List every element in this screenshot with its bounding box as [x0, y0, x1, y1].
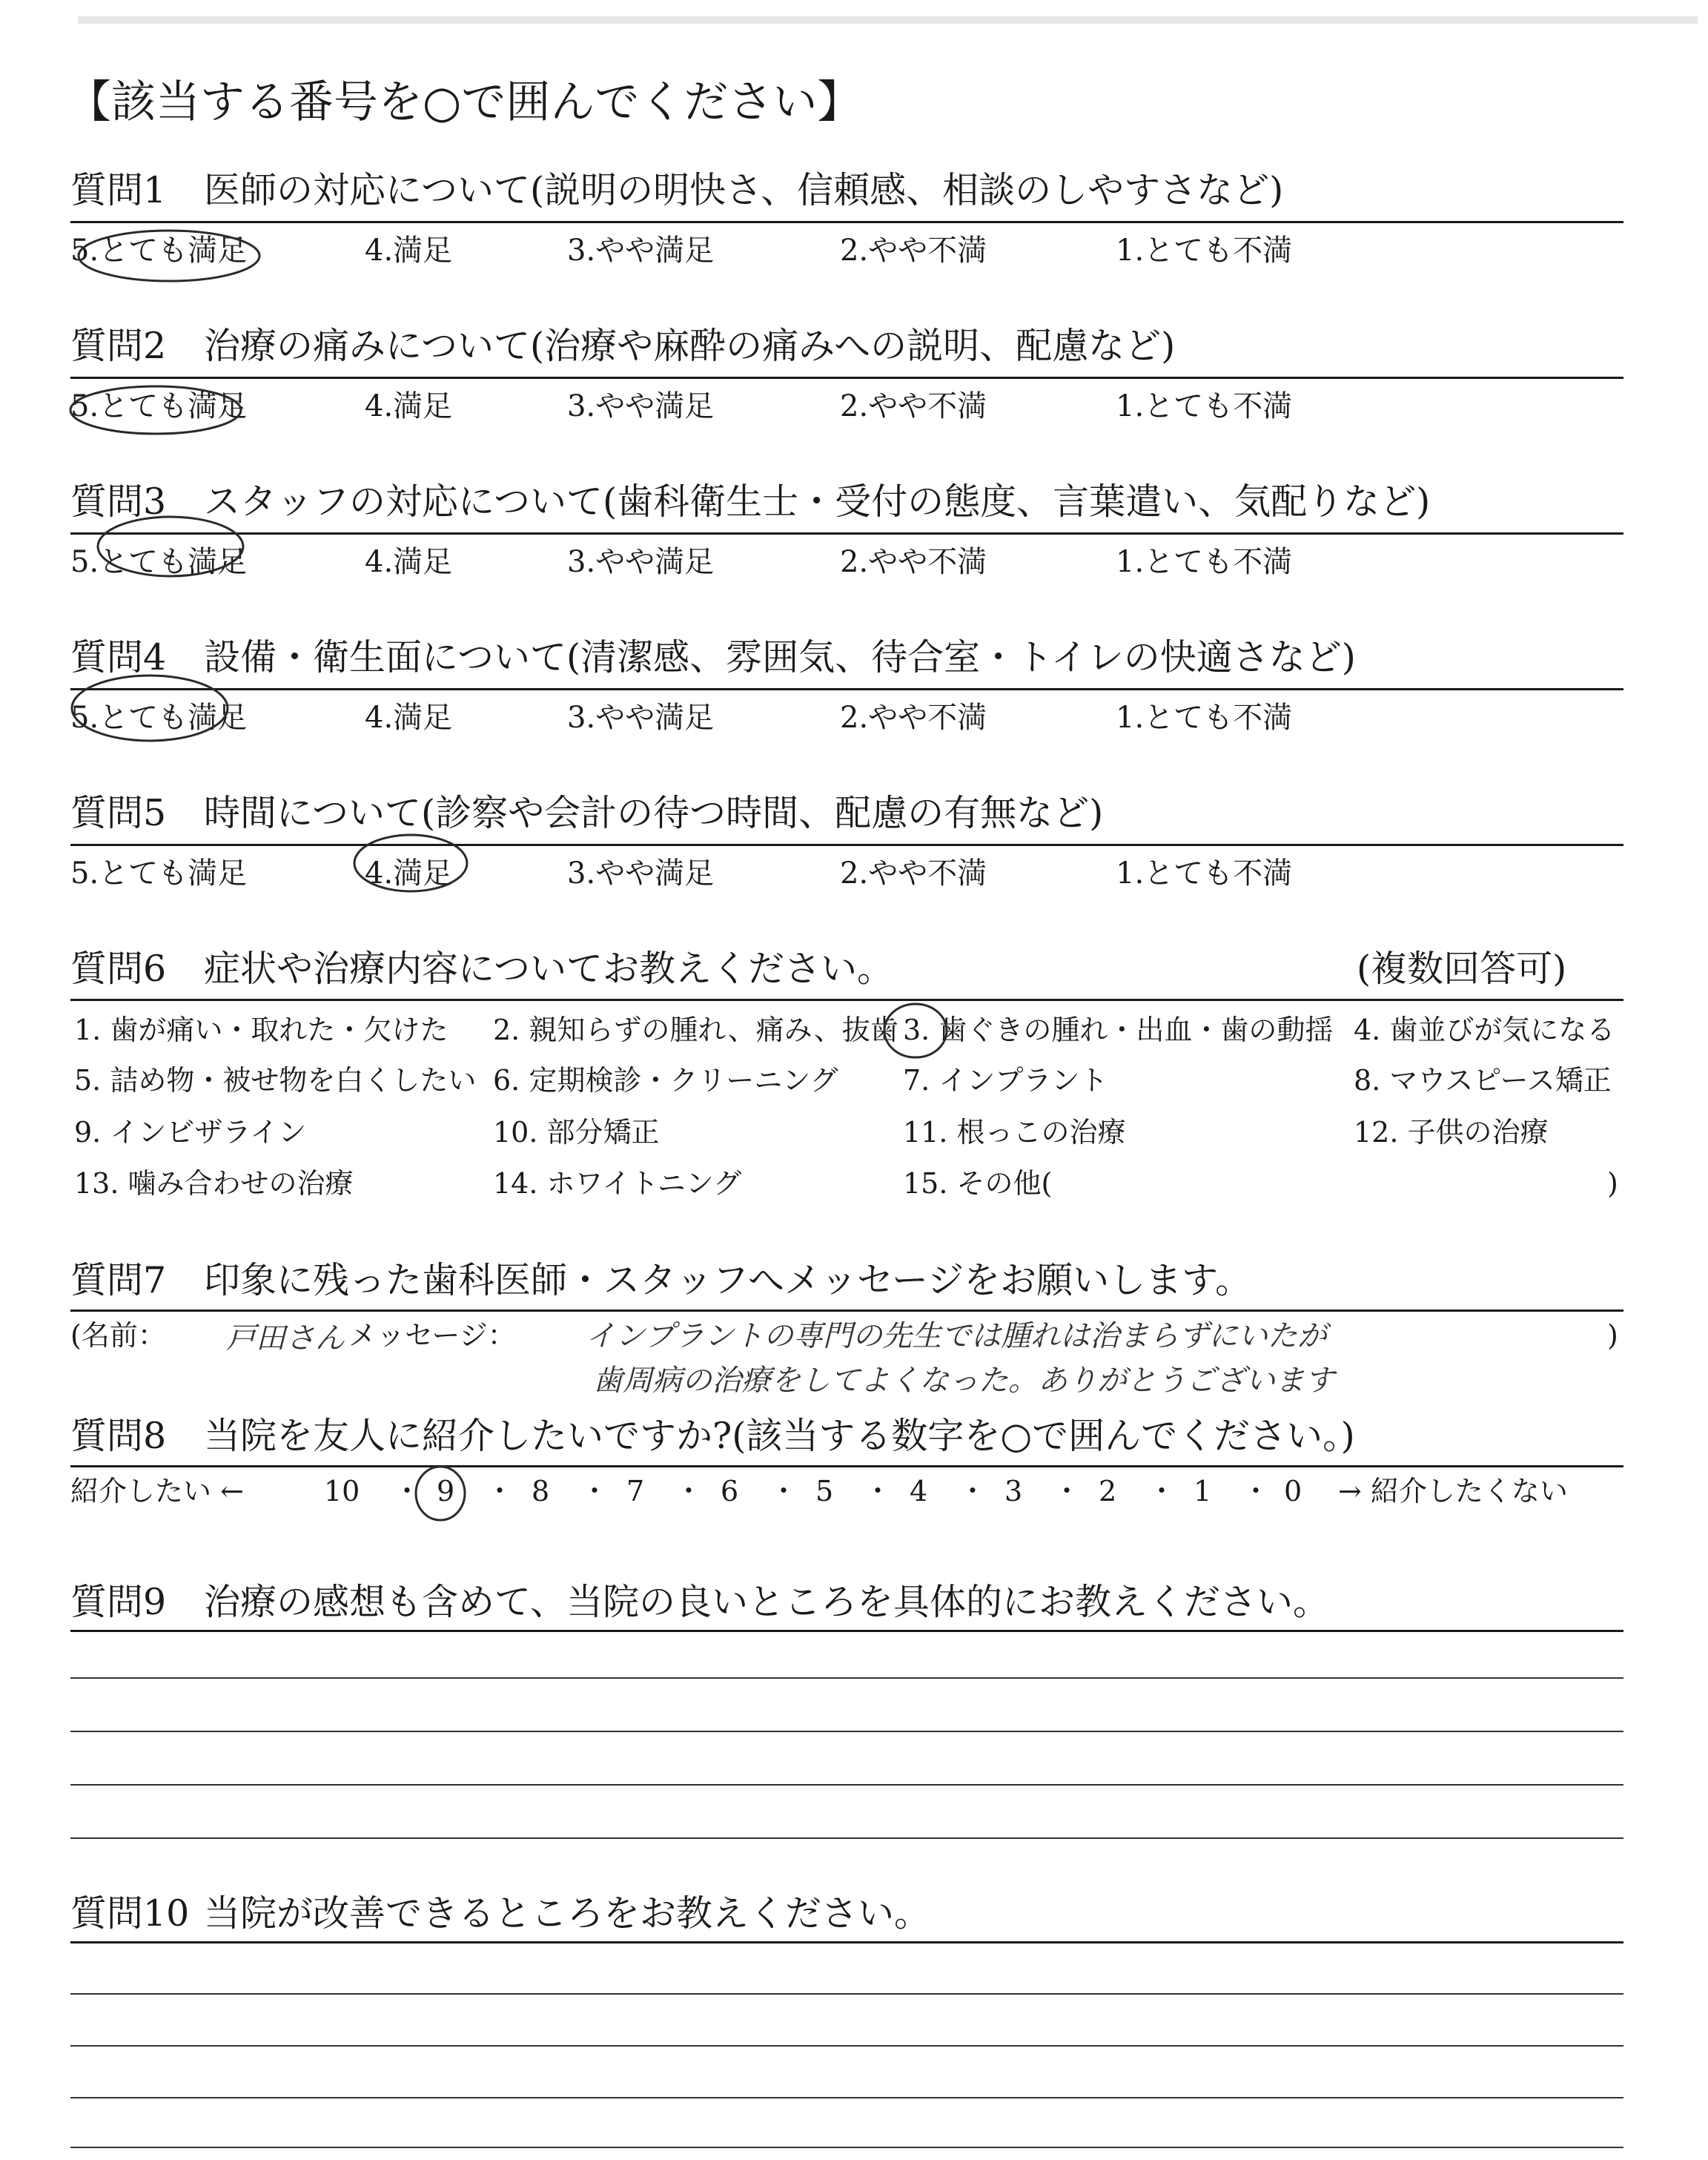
page-heading: 【該当する番号を○で囲んでください】	[67, 76, 862, 128]
option-4[interactable]: 4.満足	[365, 389, 453, 423]
scale-left-label: 紹介したい ←	[70, 1475, 244, 1507]
option-3[interactable]: 3.やや満足	[567, 234, 715, 268]
answer-line	[70, 1731, 1623, 1732]
option-5[interactable]: 5.とても満足	[70, 389, 248, 423]
answer-line	[70, 1784, 1623, 1786]
question-text: スタッフの対応について(歯科衛生士・受付の態度、言葉遣い、気配りなど)	[204, 480, 1431, 523]
question-text: 印象に残った歯科医師・スタッフへメッセージをお願いします。	[204, 1259, 1252, 1301]
option-3[interactable]: 3.やや満足	[567, 389, 715, 423]
symptom-option-15[interactable]: 15. その他(	[903, 1167, 1053, 1200]
option-5[interactable]: 5.とても満足	[70, 545, 248, 579]
question-text: 治療の痛みについて(治療や麻酔の痛みへの説明、配慮など)	[204, 325, 1176, 367]
question-text: 当院を友人に紹介したいですか?(該当する数字を○で囲んでください。)	[204, 1415, 1355, 1457]
option-5[interactable]: 5.とても満足	[70, 234, 248, 268]
divider	[70, 999, 1623, 1001]
answer-line	[70, 1630, 1623, 1632]
scale-6[interactable]: 6	[721, 1475, 739, 1507]
option-2[interactable]: 2.やや不満	[840, 701, 987, 735]
scale-dot: ・	[675, 1475, 704, 1507]
answer-line	[70, 2097, 1623, 2098]
scale-dot: ・	[1053, 1475, 1082, 1507]
scale-8[interactable]: 8	[532, 1475, 550, 1507]
question-text: 当院が改善できるところをお教えください。	[204, 1892, 931, 1935]
scale-2[interactable]: 2	[1099, 1475, 1117, 1507]
question-label: 質問2	[70, 325, 167, 367]
scale-dot: ・	[959, 1475, 987, 1507]
option-4[interactable]: 4.満足	[365, 545, 453, 579]
scale-10[interactable]: 10	[324, 1475, 360, 1507]
option-1[interactable]: 1.とても不満	[1116, 389, 1293, 423]
scale-dot: ・	[393, 1475, 422, 1507]
symptom-option-9[interactable]: 9. インビザライン	[74, 1116, 307, 1149]
option-2[interactable]: 2.やや不満	[840, 389, 987, 423]
option-4[interactable]: 4.満足	[365, 701, 453, 735]
option-1[interactable]: 1.とても不満	[1116, 545, 1293, 579]
answer-line	[70, 1941, 1623, 1943]
question-label: 質問6	[70, 948, 167, 990]
symptom-option-14[interactable]: 14. ホワイトニング	[493, 1167, 742, 1200]
symptom-option-2[interactable]: 2. 親知らずの腫れ、痛み、抜歯	[493, 1014, 898, 1046]
option-3[interactable]: 3.やや満足	[567, 856, 715, 891]
other-close-paren: )	[1607, 1167, 1618, 1200]
handwritten-name: 戸田さん	[226, 1321, 345, 1355]
symptom-option-13[interactable]: 13. 噛み合わせの治療	[74, 1167, 354, 1200]
answer-line	[70, 2045, 1623, 2047]
symptom-option-5[interactable]: 5. 詰め物・被せ物を白くしたい	[74, 1064, 477, 1097]
answer-line	[70, 1993, 1623, 1995]
question-label: 質問3	[70, 480, 167, 523]
divider	[70, 844, 1623, 846]
name-label: (名前：	[70, 1319, 166, 1352]
answer-line	[70, 1837, 1623, 1839]
scale-right-label: → 紹介したくない	[1338, 1475, 1568, 1507]
option-2[interactable]: 2.やや不満	[840, 545, 987, 579]
option-4[interactable]: 4.満足	[365, 856, 453, 891]
option-5[interactable]: 5.とても満足	[70, 856, 248, 891]
symptom-option-4[interactable]: 4. 歯並びが気になる	[1354, 1014, 1615, 1046]
scale-dot: ・	[580, 1475, 609, 1507]
divider	[70, 221, 1623, 223]
option-4[interactable]: 4.満足	[365, 234, 453, 268]
scale-9[interactable]: 9	[437, 1475, 455, 1507]
option-1[interactable]: 1.とても不満	[1116, 856, 1293, 891]
question-label: 質問4	[70, 636, 167, 678]
option-3[interactable]: 3.やや満足	[567, 545, 715, 579]
scale-7[interactable]: 7	[626, 1475, 645, 1507]
handwritten-message-line-2: 歯周病の治療をしてよくなった。ありがとうございます	[593, 1364, 1334, 1398]
symptom-option-8[interactable]: 8. マウスピース矯正	[1354, 1064, 1612, 1097]
question-label: 質問7	[70, 1259, 167, 1301]
scale-5[interactable]: 5	[815, 1475, 834, 1507]
scale-dot: ・	[769, 1475, 798, 1507]
option-5[interactable]: 5.とても満足	[70, 701, 248, 735]
multiple-answers-note: (複数回答可)	[1357, 948, 1567, 990]
message-label: メッセージ：	[348, 1319, 516, 1352]
message-close-paren: )	[1607, 1319, 1618, 1352]
symptom-option-6[interactable]: 6. 定期検診・クリーニング	[493, 1064, 838, 1097]
answer-line	[70, 1677, 1623, 1679]
option-2[interactable]: 2.やや不満	[840, 234, 987, 268]
divider	[70, 688, 1623, 690]
question-label: 質問1	[70, 169, 167, 211]
divider	[70, 377, 1623, 379]
answer-line	[70, 2147, 1623, 2148]
option-2[interactable]: 2.やや不満	[840, 856, 987, 891]
scale-1[interactable]: 1	[1194, 1475, 1212, 1507]
question-label: 質問10	[70, 1892, 190, 1935]
option-1[interactable]: 1.とても不満	[1116, 701, 1293, 735]
symptom-option-11[interactable]: 11. 根っこの治療	[903, 1116, 1126, 1149]
scale-dot: ・	[1242, 1475, 1271, 1507]
question-label: 質問9	[70, 1581, 167, 1623]
question-text: 時間について(診察や会計の待つ時間、配慮の有無など)	[204, 792, 1104, 834]
scale-dot: ・	[486, 1475, 514, 1507]
question-label: 質問8	[70, 1415, 167, 1457]
handwritten-message-line-1: インプラントの専門の先生では腫れは治まらずにいたが	[586, 1319, 1327, 1353]
scale-4[interactable]: 4	[910, 1475, 928, 1507]
symptom-option-7[interactable]: 7. インプラント	[903, 1064, 1108, 1097]
scan-edge	[78, 16, 1698, 24]
symptom-option-1[interactable]: 1. 歯が痛い・取れた・欠けた	[74, 1014, 448, 1046]
option-3[interactable]: 3.やや満足	[567, 701, 715, 735]
question-text: 症状や治療内容についてお教えください。	[204, 948, 894, 990]
question-text: 医師の対応について(説明の明快さ、信頼感、相談のしやすさなど)	[204, 169, 1284, 211]
question-label: 質問5	[70, 792, 167, 834]
scale-dot: ・	[864, 1475, 893, 1507]
divider	[70, 1309, 1623, 1312]
question-text: 治療の感想も含めて、当院の良いところを具体的にお教えください。	[204, 1581, 1330, 1623]
symptom-option-3[interactable]: 3. 歯ぐきの腫れ・出血・歯の動揺	[903, 1014, 1334, 1046]
question-text: 設備・衛生面について(清潔感、雰囲気、待合室・トイレの快適さなど)	[204, 636, 1356, 678]
scale-dot: ・	[1148, 1475, 1176, 1507]
option-1[interactable]: 1.とても不満	[1116, 234, 1293, 268]
scale-3[interactable]: 3	[1004, 1475, 1023, 1507]
symptom-option-12[interactable]: 12. 子供の治療	[1354, 1116, 1549, 1149]
symptom-option-10[interactable]: 10. 部分矯正	[493, 1116, 660, 1149]
scale-0[interactable]: 0	[1284, 1475, 1302, 1507]
divider	[70, 1465, 1623, 1467]
divider	[70, 532, 1623, 535]
